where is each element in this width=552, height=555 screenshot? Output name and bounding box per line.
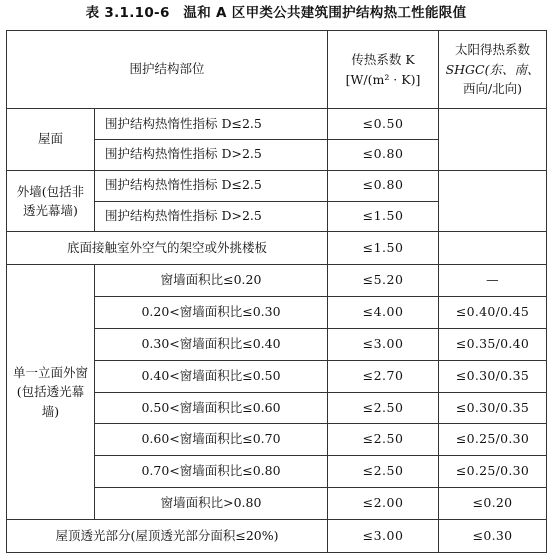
thermal-limits-table [6,30,547,553]
header-shgc-line3: 西向/北向) [462,81,523,97]
wall-cond-1: 围护结构热惰性指标 D≤2.5 [95,170,328,201]
floor-label: 底面接触室外空气的架空或外挑楼板 [7,232,328,265]
window-cond-3: 0.30<窗墙面积比≤0.40 [95,328,328,360]
header-k-line1: 传热系数 K [351,52,415,68]
window-cond-7: 0.70<窗墙面积比≤0.80 [95,456,328,488]
roof-k-1: ≤0.50 [328,109,439,140]
window-cond-4: 0.40<窗墙面积比≤0.50 [95,360,328,392]
window-shgc-3: ≤0.35/0.40 [439,328,547,360]
wall-cond-2: 围护结构热惰性指标 D>2.5 [95,201,328,232]
wall-k-1: ≤0.80 [328,170,439,201]
floor-k: ≤1.50 [328,232,439,265]
window-cond-2: 0.20<窗墙面积比≤0.30 [95,297,328,329]
floor-shgc [439,232,547,265]
window-k-4: ≤2.70 [328,360,439,392]
header-row [7,31,547,109]
window-k-7: ≤2.50 [328,456,439,488]
wall-label: 外墙(包括非透光幕墙) [7,170,95,232]
table-row [7,170,547,201]
roof-cond-2: 围护结构热惰性指标 D>2.5 [95,139,328,170]
table-row [7,265,547,297]
header-part: 围护结构部位 [7,31,328,109]
table-row [7,519,547,552]
skylight-k: ≤3.00 [328,519,439,552]
skylight-label: 屋顶透光部分(屋顶透光部分面积≤20%) [7,519,328,552]
window-cond-6: 0.60<窗墙面积比≤0.70 [95,424,328,456]
window-shgc-5: ≤0.30/0.35 [439,392,547,424]
window-label: 单一立面外窗(包括透光幕墙) [7,265,95,520]
window-shgc-1: — [439,265,547,297]
table-row [7,109,547,140]
window-k-2: ≤4.00 [328,297,439,329]
window-shgc-2: ≤0.40/0.45 [439,297,547,329]
window-cond-8: 窗墙面积比>0.80 [95,488,328,520]
table-title: 表 3.1.10-6 温和 A 区甲类公共建筑围护结构热工性能限值 [85,5,467,21]
header-k [328,31,439,109]
window-k-5: ≤2.50 [328,392,439,424]
roof-shgc [439,109,547,171]
roof-label: 屋面 [7,109,95,171]
wall-k-2: ≤1.50 [328,201,439,232]
table-row [7,232,547,265]
window-shgc-4: ≤0.30/0.35 [439,360,547,392]
window-k-6: ≤2.50 [328,424,439,456]
window-shgc-8: ≤0.20 [439,488,547,520]
window-shgc-7: ≤0.25/0.30 [439,456,547,488]
window-cond-5: 0.50<窗墙面积比≤0.60 [95,392,328,424]
window-k-1: ≤5.20 [328,265,439,297]
header-shgc [439,31,547,109]
window-k-3: ≤3.00 [328,328,439,360]
skylight-shgc: ≤0.30 [439,519,547,552]
header-k-line2: [W/(m² · K)] [345,71,421,87]
roof-k-2: ≤0.80 [328,139,439,170]
wall-shgc [439,170,547,232]
roof-cond-1: 围护结构热惰性指标 D≤2.5 [95,109,328,140]
window-k-8: ≤2.00 [328,488,439,520]
header-shgc-line1: 太阳得热系数 [455,42,531,58]
header-shgc-line2: SHGC(东、南、 [445,61,540,77]
window-cond-1: 窗墙面积比≤0.20 [95,265,328,297]
window-shgc-6: ≤0.25/0.30 [439,424,547,456]
